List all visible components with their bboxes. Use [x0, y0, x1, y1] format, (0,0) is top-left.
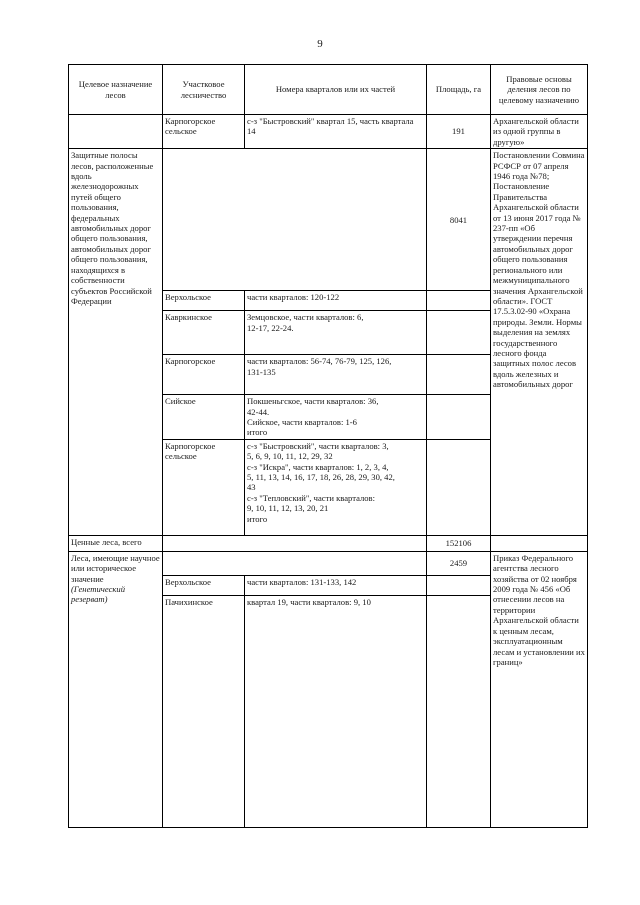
quarters-cell: с-з "Быстровский" квартал 15, часть квартала 14	[245, 115, 427, 149]
quarters-cell	[245, 355, 427, 395]
area-cell	[427, 395, 491, 440]
quarters-line: Земцовское, части кварталов: 6,	[247, 312, 364, 323]
quarters-line: 5, 6, 9, 10, 11, 12, 29, 32	[247, 451, 333, 462]
page-number: 9	[317, 38, 323, 50]
area-cell: 8041	[427, 149, 491, 291]
header-purpose: Целевое назначение лесов	[69, 65, 163, 115]
quarters-line: 12-17, 22-24.	[247, 322, 294, 333]
forestry-cell: Карпогорское сельское	[163, 439, 245, 535]
header-quarters: Номера кварталов или их частей	[245, 65, 427, 115]
area-cell	[427, 575, 491, 595]
area-cell: 2459	[427, 551, 491, 575]
quarters-cell	[245, 395, 427, 440]
table-row	[69, 115, 588, 149]
quarters-cell	[245, 291, 427, 311]
forestry-cell: Верхольское	[163, 575, 245, 595]
quarters-line: 9, 10, 11, 12, 13, 20, 21	[247, 503, 329, 514]
forestry-cell: Верхольское	[163, 291, 245, 311]
table-row	[69, 149, 588, 291]
area-cell	[427, 291, 491, 311]
area-cell: 191	[427, 115, 491, 149]
quarters-line: с-з "Быстровский", части кварталов: 3,	[247, 440, 389, 451]
quarters-cell	[245, 439, 427, 535]
basis-cell: Постановлении Совмина РСФСР от 07 апреля 1946 года №78; Постановление Правительства Архангельской области от 13 июня 2017 года № 237-пп «Об утверждении перечня автомобильных дорог общего пользования регионального или межмуниципального значения Архангельской области». ГОСТ 17.5.3.02-90 «Охрана природы. Земли. Нормы выделения на землях государственного лесного фонда защитных полос лесов вдоль железных и автомобильных дорог	[491, 149, 588, 536]
empty-cell	[163, 551, 427, 575]
purpose-note: (Генетический резерват)	[71, 584, 126, 605]
basis-cell: Приказ Федерального агентства лесного хозяйства от 02 ноября 2009 года № 456 «Об отнесении лесов на территории Архангельской области к ценным лесам, эксплуатационным лесам и установлении их границ»	[491, 551, 588, 827]
table-row	[69, 535, 588, 551]
purpose-cell	[69, 551, 163, 827]
quarters-line: части кварталов: 56-74, 76-79, 125, 126,	[247, 356, 392, 367]
quarters-cell: части кварталов: 131-133, 142	[245, 575, 427, 595]
area-cell	[427, 595, 491, 827]
header-area: Площадь, га	[427, 65, 491, 115]
purpose-text: Леса, имеющие научное или историческое значение	[71, 552, 160, 584]
forestry-cell: Пачихинское	[163, 595, 245, 827]
table-row	[69, 551, 588, 575]
quarters-line: с-з "Искра", части кварталов: 1, 2, 3, 4,	[247, 461, 389, 472]
purpose-cell: Ценные леса, всего	[69, 535, 163, 551]
quarters-line: Покшеньгское, части кварталов: 36,	[247, 396, 379, 407]
header-forestry: Участковое лесничество	[163, 65, 245, 115]
empty-cell	[163, 535, 427, 551]
area-cell	[427, 355, 491, 395]
forestry-cell: Кавркинское	[163, 311, 245, 355]
quarters-line: итого	[247, 427, 268, 438]
basis-cell	[491, 535, 588, 551]
quarters-line: с-з "Тепловский", части кварталов:	[247, 492, 375, 503]
area-cell	[427, 439, 491, 535]
area-cell	[427, 311, 491, 355]
header-row	[69, 65, 588, 115]
quarters-line: части кварталов: 120-122	[247, 292, 340, 303]
basis-cell: Архангельской области из одной группы в другую»	[491, 115, 588, 149]
empty-cell	[163, 149, 427, 291]
header-basis: Правовые основы деления лесов по целевому назначению	[491, 65, 588, 115]
quarters-line: 43	[247, 482, 256, 493]
purpose-cell: Защитные полосы лесов, расположенные вдоль железнодорожных путей общего пользования, федеральных автомобильных дорог общего пользования, автомобильных дорог общего пользования, находящихся в собственности субъектов Российской Федерации	[69, 149, 163, 536]
quarters-line: итого	[247, 513, 268, 524]
area-cell: 152106	[427, 535, 491, 551]
quarters-cell: квартал 19, части кварталов: 9, 10	[245, 595, 427, 827]
quarters-line: 5, 11, 13, 14, 16, 17, 18, 26, 28, 29, 30, 42,	[247, 472, 395, 483]
forestry-cell: Сийское	[163, 395, 245, 440]
forest-purpose-table	[68, 64, 588, 828]
forestry-cell: Карпогорское	[163, 355, 245, 395]
quarters-line: 42-44.	[247, 406, 270, 417]
quarters-line: 131-135	[247, 366, 276, 377]
quarters-line: Сийское, части кварталов: 1-6	[247, 417, 357, 428]
quarters-cell	[245, 311, 427, 355]
forestry-cell: Карпогорское сельское	[163, 115, 245, 149]
purpose-cell	[69, 115, 163, 149]
